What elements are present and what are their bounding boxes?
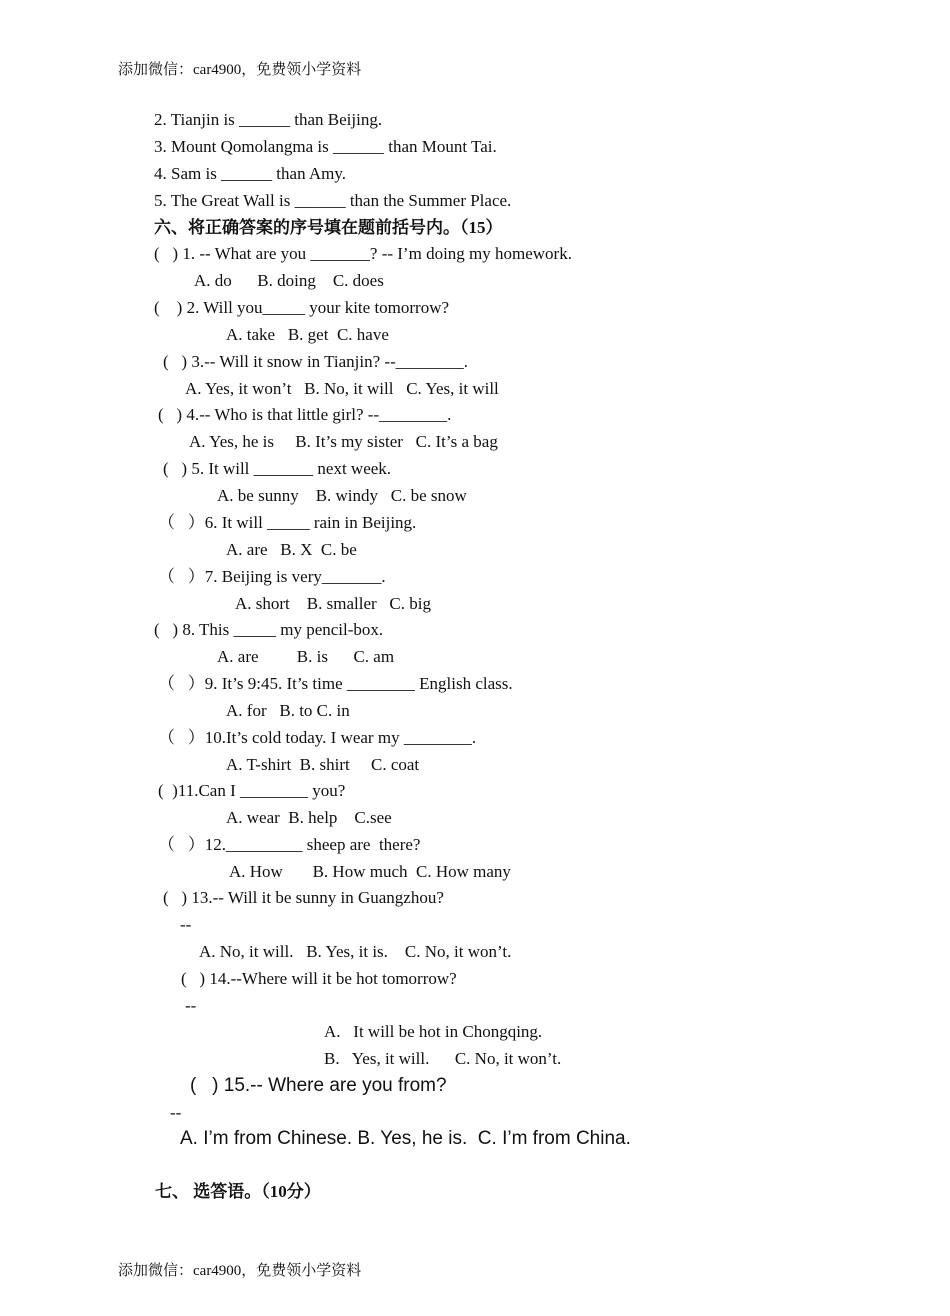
question-11: ( )11.Can I ________ you? — [158, 781, 346, 800]
section-six-heading: 六、将正确答案的序号填在题前括号内。（15） — [154, 218, 503, 237]
question-5-options: A. be sunny B. windy C. be snow — [217, 486, 467, 505]
question-9-options: A. for B. to C. in — [226, 701, 350, 720]
question-14-answer-dash: -- — [185, 996, 197, 1015]
question-4-options: A. Yes, he is B. It’s my sister C. It’s a bag — [189, 432, 498, 451]
page-footer: 添加微信：car4900，免费领小学资料 — [118, 1263, 362, 1279]
section-seven-heading: 七、 选答语。（10分） — [155, 1182, 321, 1201]
question-14-option-a: A. It will be hot in Chongqing. — [324, 1022, 543, 1041]
question-3-options: A. Yes, it won’t B. No, it will C. Yes, it will — [185, 379, 499, 398]
question-1-options: A. do B. doing C. does — [194, 271, 384, 290]
question-7-options: A. short B. smaller C. big — [235, 594, 431, 613]
question-2-options: A. take B. get C. have — [226, 325, 389, 344]
question-7: （ ）7. Beijing is very_______. — [158, 567, 386, 586]
question-15: ( ) 15.-- Where are you from? — [190, 1075, 447, 1096]
question-2: ( ) 2. Will you_____ your kite tomorrow? — [154, 298, 450, 317]
question-14: ( ) 14.--Where will it be hot tomorrow? — [181, 969, 457, 988]
fill-in-line: 3. Mount Qomolangma is ______ than Mount Tai. — [154, 137, 497, 156]
page-header: 添加微信：car4900，免费领小学资料 — [118, 62, 362, 78]
fill-in-line: 2. Tianjin is ______ than Beijing. — [154, 110, 383, 129]
question-8: ( ) 8. This _____ my pencil-box. — [154, 620, 384, 639]
question-9: （ ）9. It’s 9:45. It’s time ________ English class. — [158, 674, 513, 693]
question-14-options-bc: B. Yes, it will. C. No, it won’t. — [324, 1049, 562, 1068]
question-13-answer-dash: -- — [180, 915, 192, 934]
question-13: ( ) 13.-- Will it be sunny in Guangzhou? — [163, 888, 444, 907]
question-5: ( ) 5. It will _______ next week. — [163, 459, 392, 478]
question-13-options: A. No, it will. B. Yes, it is. C. No, it won’t. — [199, 942, 512, 961]
question-12-options: A. How B. How much C. How many — [229, 862, 511, 881]
question-15-answer-dash: -- — [170, 1103, 182, 1122]
question-3: ( ) 3.-- Will it snow in Tianjin? --________. — [163, 352, 468, 371]
question-15-options: A. I’m from Chinese. B. Yes, he is. C. I’m from China. — [180, 1128, 631, 1149]
question-6: （ ）6. It will _____ rain in Beijing. — [158, 513, 417, 532]
fill-in-line: 4. Sam is ______ than Amy. — [154, 164, 347, 183]
question-6-options: A. are B. X C. be — [226, 540, 357, 559]
question-11-options: A. wear B. help C.see — [226, 808, 392, 827]
question-1: ( ) 1. -- What are you _______? -- I’m doing my homework. — [154, 244, 572, 263]
question-8-options: A. are B. is C. am — [217, 647, 395, 666]
question-10-options: A. T-shirt B. shirt C. coat — [226, 755, 420, 774]
fill-in-line: 5. The Great Wall is ______ than the Summer Place. — [154, 191, 512, 210]
question-12: （ ）12._________ sheep are there? — [158, 835, 421, 854]
question-10: （ ）10.It’s cold today. I wear my ________. — [158, 728, 477, 747]
question-4: ( ) 4.-- Who is that little girl? --________. — [158, 405, 452, 424]
